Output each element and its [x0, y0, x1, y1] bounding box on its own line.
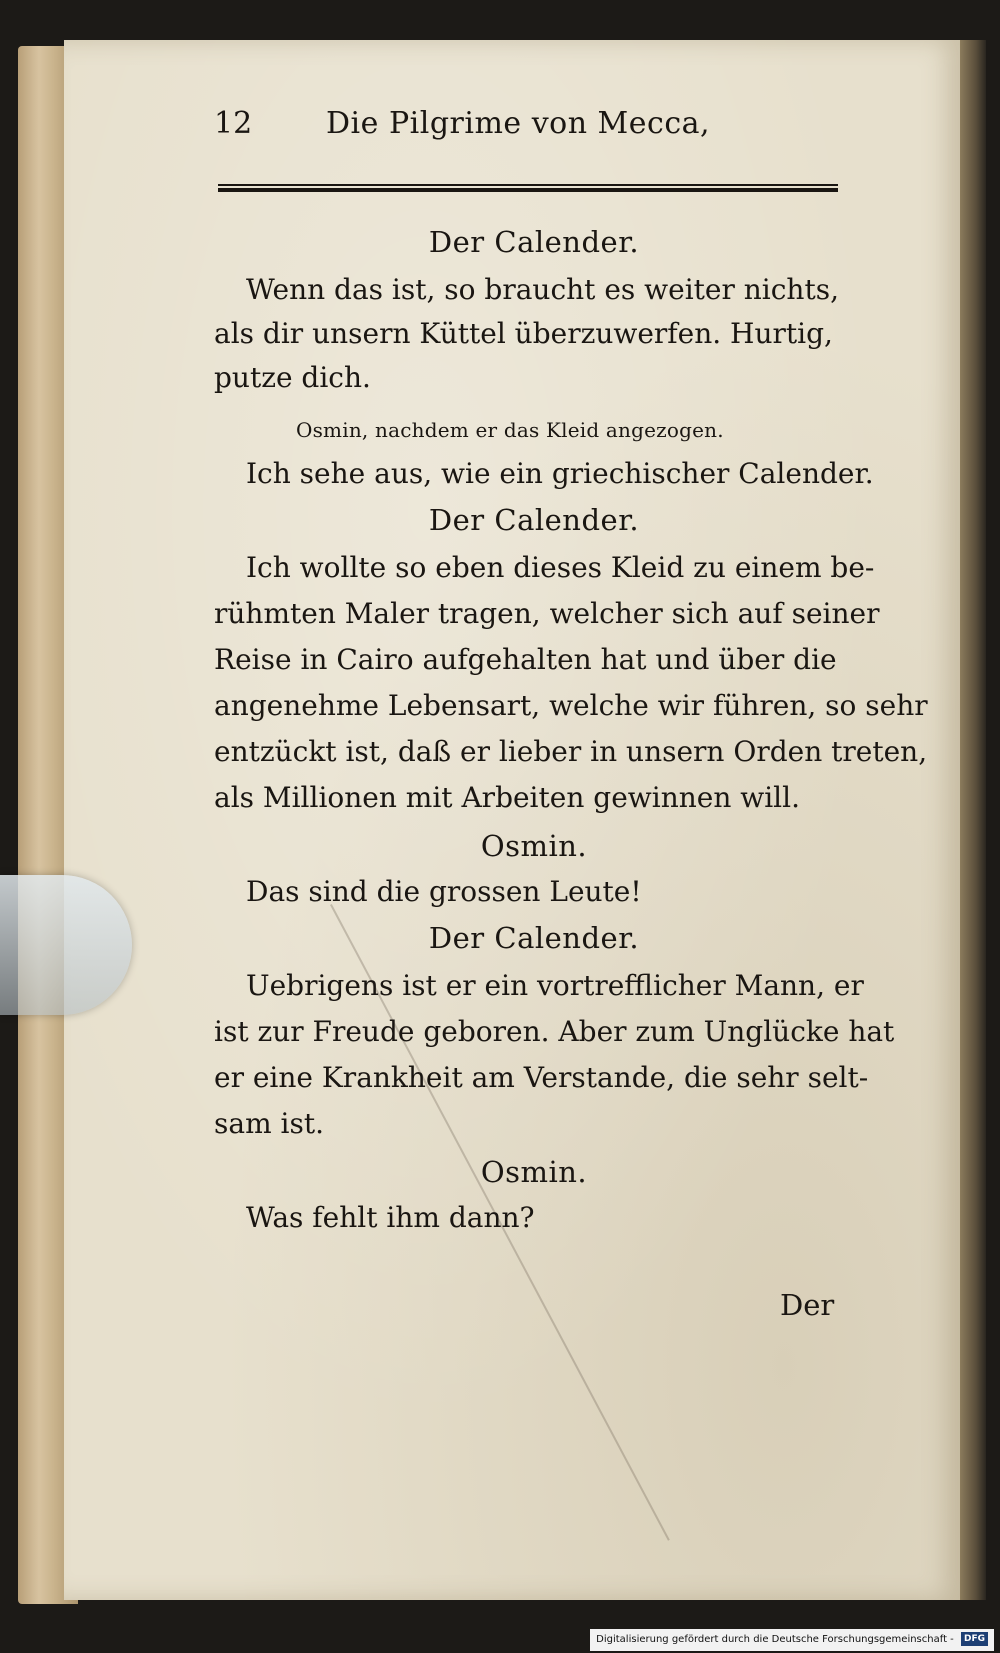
page-header: [214, 106, 854, 150]
header-rule-thick: [218, 188, 838, 192]
text-line: Ich wollte so eben dieses Kleid zu einem be-: [246, 551, 875, 584]
text-line: Was fehlt ihm dann?: [246, 1201, 535, 1234]
speaker-osmin-1: Osmin.: [480, 829, 588, 863]
text-line: er eine Krankheit am Verstande, die sehr selt-: [214, 1061, 869, 1094]
header-rule: [218, 182, 838, 192]
text-line: Reise in Cairo aufgehalten hat und über die: [214, 643, 837, 676]
footer-text: Digitalisierung gefördert durch die Deutsche Forschungsgemeinschaft -: [596, 1634, 954, 1645]
page-number: 12: [214, 106, 253, 141]
text-line: Ich sehe aus, wie ein griechischer Calender.: [246, 457, 874, 490]
digitization-footer: [590, 1629, 994, 1651]
text-line: sam ist.: [214, 1107, 324, 1140]
catchword: Der: [780, 1288, 835, 1322]
text-line: als dir unsern Küttel überzuwerfen. Hurtig,: [214, 317, 833, 350]
dfg-logo: DFG: [961, 1632, 988, 1646]
text-line: rühmten Maler tragen, welcher sich auf seiner: [214, 597, 880, 630]
text-line: Das sind die grossen Leute!: [246, 875, 642, 908]
text-line: angenehme Lebensart, welche wir führen, so sehr: [214, 689, 928, 722]
text-line: ist zur Freude geboren. Aber zum Unglücke hat: [214, 1015, 895, 1048]
text-line: putze dich.: [214, 361, 371, 394]
header-rule-thin: [218, 184, 838, 186]
text-line: als Millionen mit Arbeiten gewinnen will.: [214, 781, 800, 814]
speaker-calender-2: Der Calender.: [428, 503, 640, 537]
text-line: Uebrigens ist er ein vortrefflicher Mann, er: [246, 969, 864, 1002]
text-line: Wenn das ist, so braucht es weiter nichts,: [246, 273, 839, 306]
speaker-calender-3: Der Calender.: [428, 921, 640, 955]
running-title: Die Pilgrime von Mecca,: [326, 106, 711, 141]
stage-direction-osmin: Osmin, nachdem er das Kleid angezogen.: [296, 418, 724, 442]
book-spine: [960, 40, 986, 1600]
speaker-osmin-2: Osmin.: [480, 1155, 588, 1189]
speaker-calender-1: Der Calender.: [428, 225, 640, 259]
text-line: entzückt ist, daß er lieber in unsern Orden treten,: [214, 735, 928, 768]
